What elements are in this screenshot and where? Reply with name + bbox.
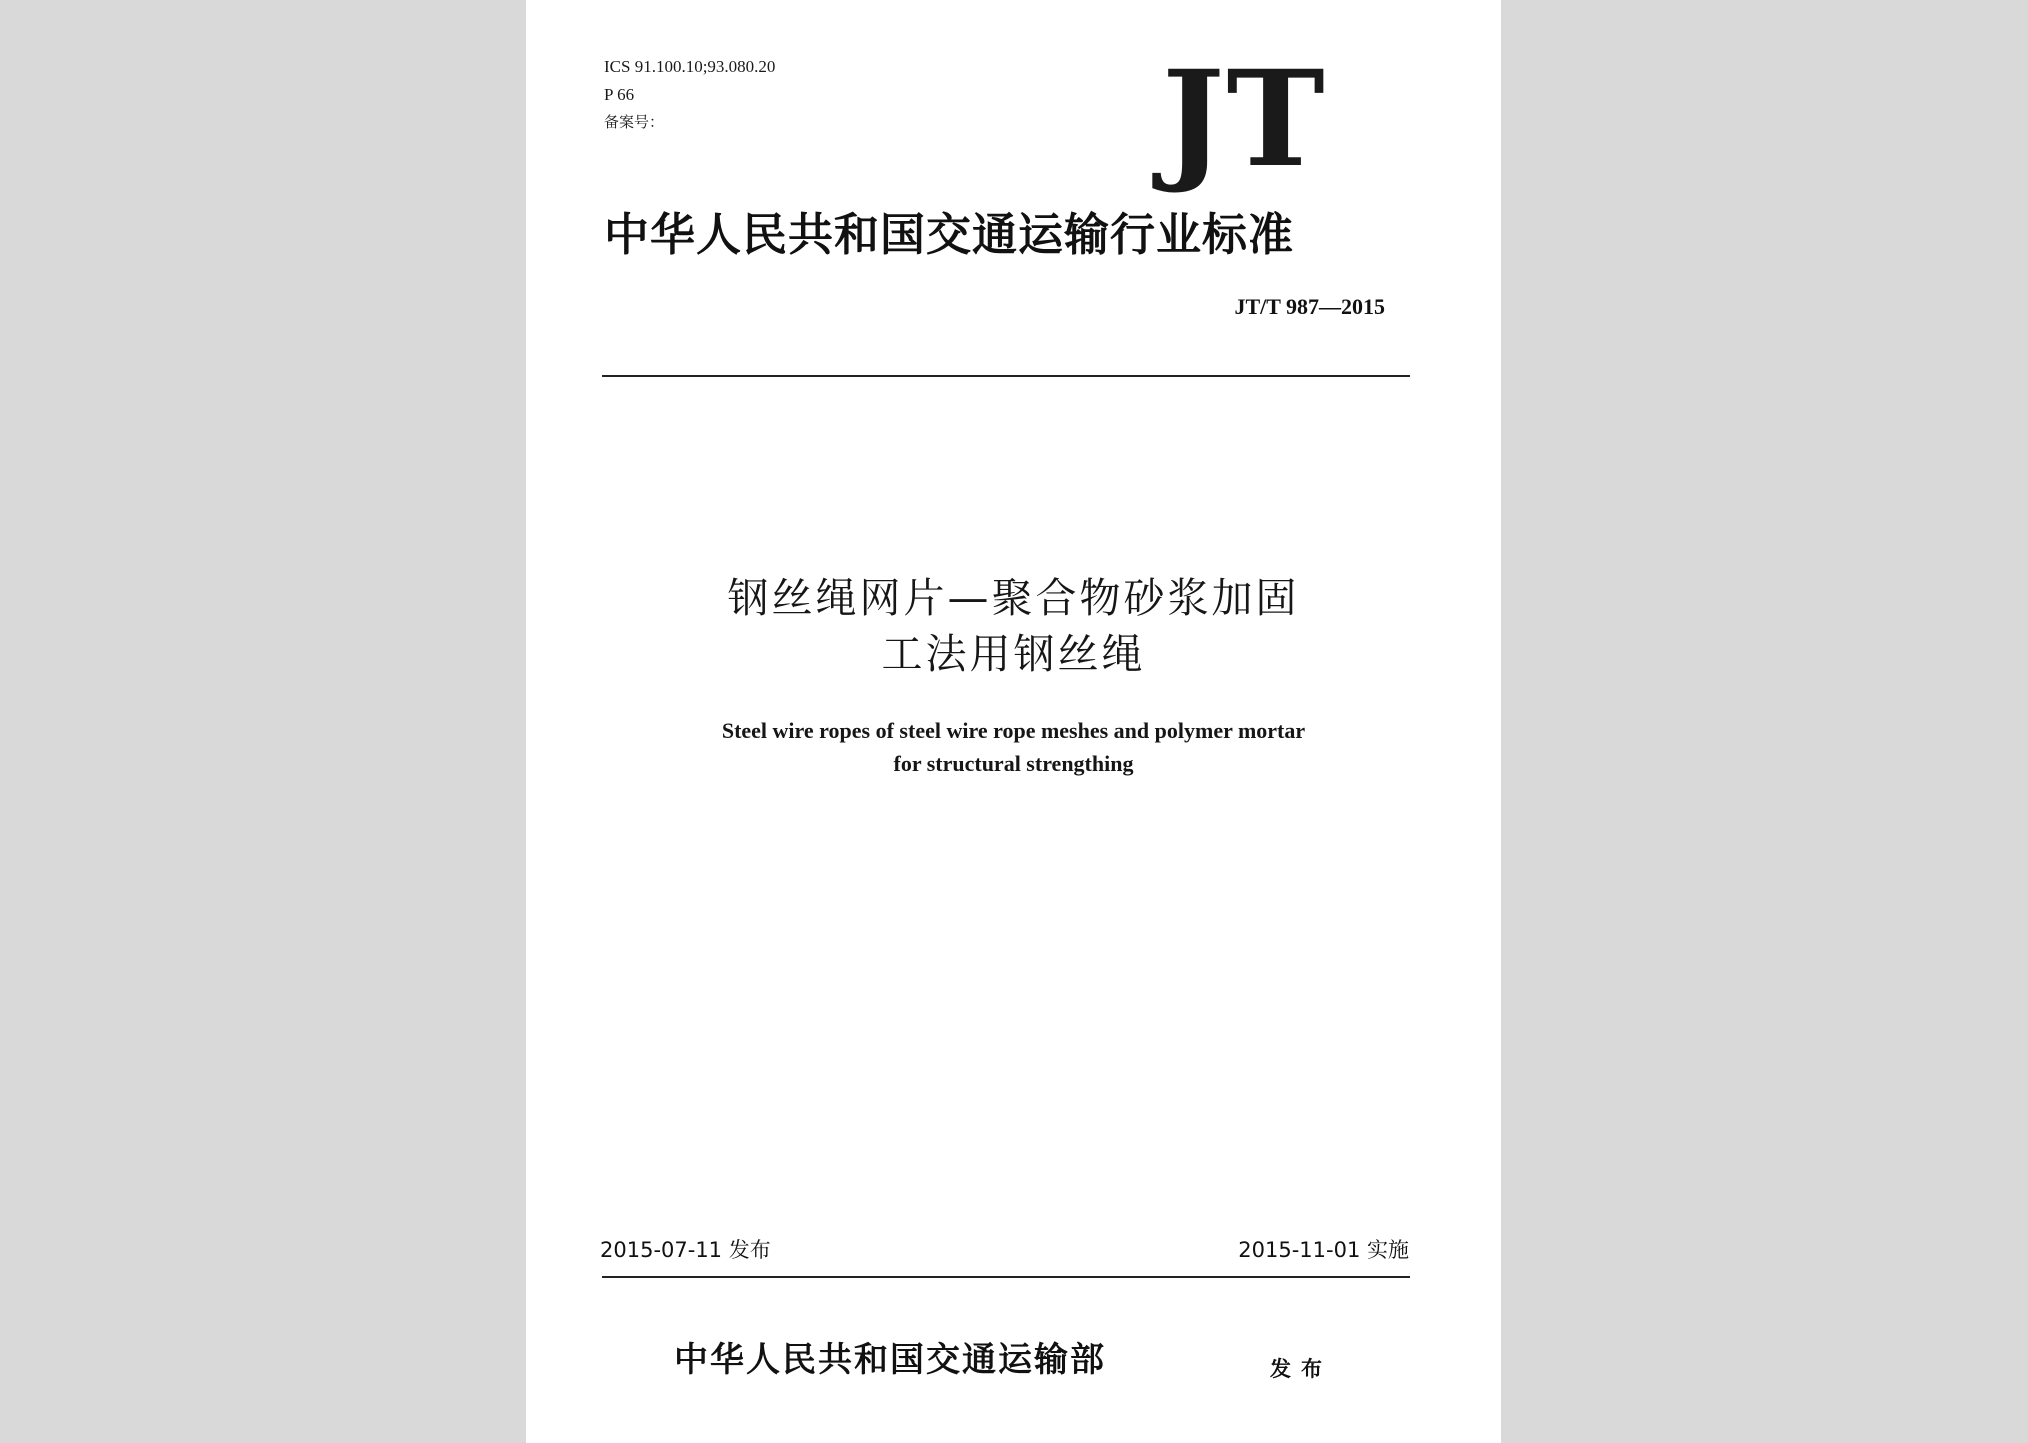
chinese-title-line-2: 工法用钢丝绳 xyxy=(881,630,1146,678)
implementation-date: 2015-11-01 实施 xyxy=(1238,1238,1409,1262)
publisher-name: 中华人民共和国交通运输部 xyxy=(674,1340,1106,1380)
document-page xyxy=(526,0,1501,1443)
record-number: 备案号： xyxy=(604,113,665,131)
standard-number: JT/T 987—2015 xyxy=(1234,294,1385,319)
classification-code: P 66 xyxy=(604,85,635,104)
ics-code: ICS 91.100.10;93.080.20 xyxy=(604,57,776,76)
english-title-line-2: for structural strengthing xyxy=(893,751,1134,776)
publish-label: 发布 xyxy=(1270,1356,1332,1381)
standard-category-title: 中华人民共和国交通运输行业标准 xyxy=(604,208,1295,261)
issue-date: 2015-07-11 发布 xyxy=(600,1238,771,1262)
top-divider xyxy=(602,375,1410,377)
chinese-title-line-1: 钢丝绳网片—聚合物砂浆加固 xyxy=(727,574,1300,622)
jt-logo: JT xyxy=(1162,42,1327,197)
bottom-divider xyxy=(602,1276,1410,1278)
english-title-line-1: Steel wire ropes of steel wire rope meshes and polymer mortar xyxy=(721,718,1306,743)
